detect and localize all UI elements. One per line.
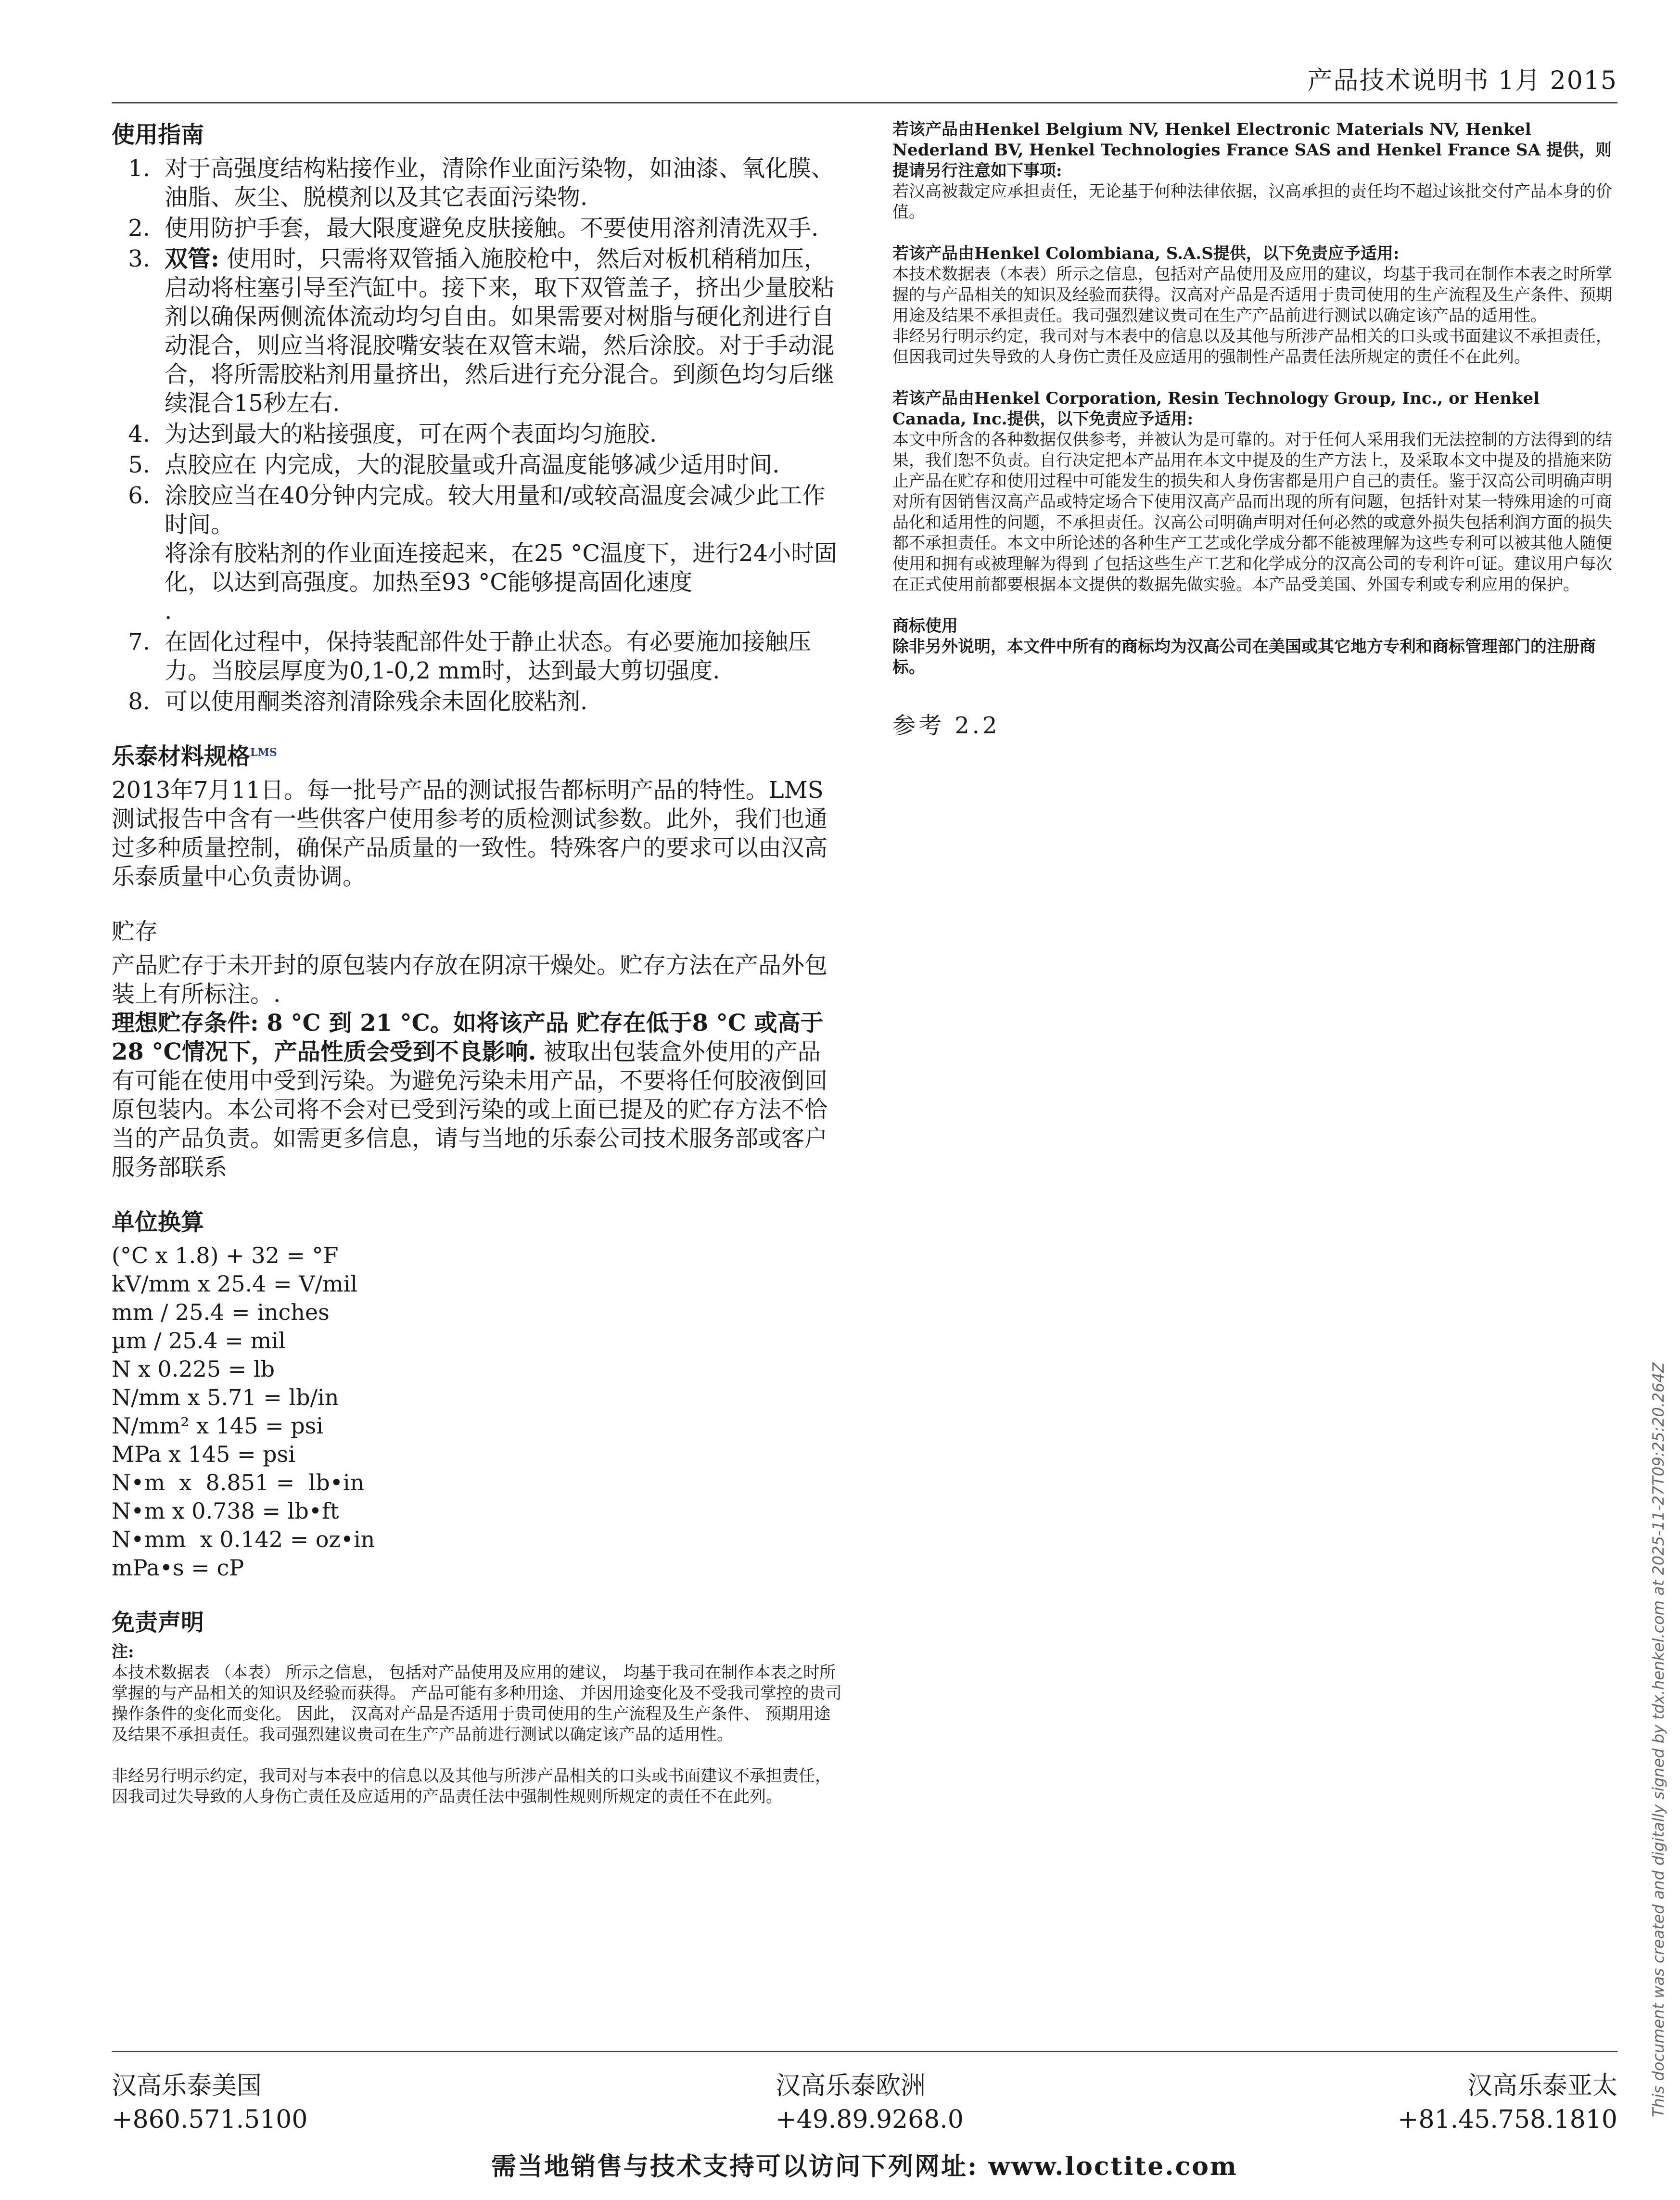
- digital-signature-note: This document was created and digitally signed by tdx.henkel.com at 2025-11-27T09:25:20.264Z: [1649, 1362, 1667, 2117]
- footer: [112, 2069, 1617, 2181]
- list-item: [112, 420, 843, 448]
- item-text: 使用时，只需将双管插入施胶枪中，然后对板机稍稍加压，启动将柱塞引导至汽缸中。接下来，取下双管盖子，挤出少量胶粘剂以确保两侧流体流动均匀自由。如果需要对树脂与硬化剂进行自动混合，则应当将混胶嘴安装在双管末端，然后涂胶。对于手动混合，将所需胶粘剂用量挤出，然后进行充分混合。到颜色均匀后继续混合15秒左右.: [165, 245, 835, 417]
- item-text: 对于高强度结构粘接作业，清除作业面污染物，如油漆、氧化膜、油脂、灰尘、脱模剂以及其它表面污染物.: [165, 155, 835, 211]
- trademark-text: 除非另外说明，本文件中所有的商标均为汉高公司在美国或其它地方专利和商标管理部门的注册商标。: [892, 637, 1596, 677]
- conversion-line: MPa x 145 = psi: [112, 1441, 295, 1467]
- footer-divider: [112, 2051, 1617, 2052]
- conversion-line: mm / 25.4 = inches: [112, 1299, 330, 1325]
- item-number: 7.: [128, 628, 150, 655]
- list-item: [112, 687, 843, 716]
- henkel-us-heading: 若该产品由Henkel Corporation, Resin Technology Group, Inc., or Henkel Canada, Inc.提供，以下免责应予适用:: [892, 389, 1540, 429]
- item-text: 在固化过程中，保持装配部件处于静止状态。有必要施加接触压力。当胶层厚度为0,1-0,2 mm时，达到最大剪切强度.: [165, 628, 812, 684]
- henkel-europe-text: 若汉高被裁定应承担责任，无论基于何种法律依据，汉高承担的责任均不超过该批交付产品本身的价值。: [892, 182, 1612, 222]
- storage-bold-text: 理想贮存条件: 8 °C 到 21 °C。如将该产品 贮存在低于8 °C 或高于28 °C情况下，产品性质会受到不良影响.: [112, 1010, 824, 1065]
- document-header: 产品技术说明书 1月 2015: [1307, 66, 1617, 95]
- list-item: [112, 244, 843, 418]
- conversion-line: N/mm² x 145 = psi: [112, 1413, 323, 1439]
- item-number: 8.: [128, 688, 150, 715]
- lms-text: 2013年7月11日。每一批号产品的测试报告都标明产品的特性。LMS测试报告中含有一些供客户使用参考的质检测试参数。此外，我们也通过多种质量控制，确保产品质量的一致性。特殊客户的要求可以由汉高乐泰质量中心负责协调。: [112, 777, 828, 890]
- conversion-line: kV/mm x 25.4 = V/mil: [112, 1271, 357, 1297]
- item-number: 1.: [128, 155, 150, 182]
- item-text: 涂胶应当在40分钟内完成。较大用量和/或较高温度会减少此工作时间。: [165, 482, 826, 538]
- list-item: [112, 627, 843, 685]
- disclaimer-paragraph: 非经另行明示约定，我司对与本表中的信息以及其他与所涉产品相关的口头或书面建议不承担责任，因我司过失导致的人身伤亡责任及应适用的产品责任法中强制性规则所规定的责任不在此列。: [112, 1766, 831, 1806]
- list-item: [112, 214, 843, 243]
- region-phone: +49.89.9268.0: [776, 2105, 964, 2134]
- conversion-line: N•m x 8.851 = lb•in: [112, 1470, 365, 1496]
- storage-conditions: [112, 1009, 843, 1182]
- trademark-heading: 商标使用: [892, 616, 958, 636]
- conversion-line: N x 0.225 = lb: [112, 1356, 275, 1382]
- lms-heading: [112, 737, 843, 772]
- list-item: [112, 154, 843, 212]
- lms-superscript: LMS: [250, 746, 277, 759]
- storage-heading: 贮存: [112, 918, 158, 945]
- region-europe: [776, 2069, 964, 2136]
- storage-text-continued: 被取出包装盒外使用的产品有可能在使用中受到污染。为避免污染未用产品，不要将任何胶液倒回原包装内。本公司将不会对已受到污染的或上面已提及的贮存方法不恰当的产品负责。如需更多信息，请与当地的乐泰公司技术服务部或客户服务部联系: [112, 1038, 828, 1181]
- item-number: 5.: [128, 451, 150, 478]
- list-item: [112, 481, 843, 626]
- region-americas: [112, 2069, 307, 2136]
- conversion-line: N•m x 0.738 = lb•ft: [112, 1498, 339, 1524]
- right-column: [892, 119, 1614, 740]
- item-text: 可以使用酮类溶剂清除残余未固化胶粘剂.: [165, 688, 588, 715]
- disclaimer-note-label: 注:: [112, 1642, 134, 1662]
- disclaimer-heading: 免责声明: [112, 1609, 204, 1636]
- conversion-line: (°C x 1.8) + 32 = °F: [112, 1242, 339, 1268]
- item-number: 2.: [128, 215, 150, 242]
- item-text: 为达到最大的粘接强度，可在两个表面均匀施胶.: [165, 421, 657, 448]
- henkel-us-text: 本文中所含的各种数据仅供参考，并被认为是可靠的。对于任何人采用我们无法控制的方法得到的结果，我们恕不负责。自行决定把本产品用在本文中提及的生产方法上，及采取本文中提及的措施来防止产品在贮存和使用过程中可能发生的损失和人身伤害都是用户自己的责任。鉴于汉高公司明确声明对所有因销售汉高产品或特定场合下使用汉高产品而出现的所有问题，包括针对某一特殊用途的可商品化和适用性的问题，不承担责任。汉高公司明确声明对任何必然的或意外损失包括利润方面的损失都不承担责任。本文中所论述的各种生产工艺或化学成分都不能被理解为这些专利可以被其他人随便使用和拥有或被理解为得到了包括这些生产工艺和化学成分的汉高公司的专利许可证。建议用户每次在正式使用前都要根据本文提供的数据先做实验。本产品受美国、外国专利或专利应用的保护。: [892, 430, 1612, 594]
- item-text: 点胶应在 内完成，大的混胶量或升高温度能够减少适用时间.: [165, 451, 780, 478]
- henkel-colombia-text: 本技术数据表（本表）所示之信息，包括对产品使用及应用的建议，均基于我司在制作本表之时所掌握的与产品相关的知识及经验而获得。汉高对产品是否适用于贵司使用的生产流程及生产条件、预期用途及结果不承担责任。我司强烈建议贵司在生产产品前进行测试以确定该产品的适用性。: [892, 265, 1612, 325]
- henkel-colombia-heading: 若该产品由Henkel Colombiana, S.A.S提供，以下免责应予适用:: [892, 244, 1400, 263]
- item-text-extra: 将涂有胶粘剂的作业面连接起来，在25 °C温度下，进行24小时固化，以达到高强度。加热至93 °C能够提高固化速度: [165, 540, 838, 596]
- henkel-colombia-text-2: 非经另行明示约定，我司对与本表中的信息以及其他与所涉产品相关的口头或书面建议不承担责任，但因我司过失导致的人身伤亡责任及应适用的强制性产品责任法所规定的责任不在此列。: [892, 327, 1612, 367]
- item-text: 使用防护手套，最大限度避免皮肤接触。不要使用溶剂清洗双手.: [165, 215, 819, 242]
- region-asia: [1398, 2069, 1617, 2136]
- header-divider: [112, 102, 1617, 103]
- region-name: 汉高乐泰欧洲: [776, 2072, 926, 2100]
- list-item: [112, 450, 843, 479]
- conversion-line: mPa•s = cP: [112, 1555, 244, 1581]
- region-name: 汉高乐泰亚太: [1467, 2072, 1617, 2100]
- region-phone: +81.45.758.1810: [1397, 2105, 1617, 2134]
- region-name: 汉高乐泰美国: [112, 2072, 262, 2100]
- lms-heading-text: 乐泰材料规格: [112, 743, 251, 770]
- item-text-extra-2: .: [165, 598, 172, 625]
- item-number: 6.: [128, 482, 150, 509]
- item-number: 4.: [128, 421, 150, 448]
- conversion-line: µm / 25.4 = mil: [112, 1328, 286, 1354]
- usage-heading: 使用指南: [112, 121, 204, 148]
- usage-list: [112, 154, 843, 716]
- region-phone: +860.571.5100: [112, 2105, 308, 2134]
- storage-text: 产品贮存于未开封的原包装内存放在阴凉干燥处。贮存方法在产品外包装上有所标注。.: [112, 952, 828, 1008]
- henkel-europe-heading: 若该产品由Henkel Belgium NV, Henkel Electronic Materials NV, Henkel Nederland BV, Henkel Technologies France SAS and Henkel France SA 提供，则提请另行注意如下事项:: [892, 120, 1612, 180]
- conversion-line: N/mm x 5.71 = lb/in: [112, 1384, 339, 1410]
- item-bold-label: 双管:: [165, 245, 219, 272]
- item-number: 3.: [128, 245, 150, 272]
- conversion-line: N•mm x 0.142 = oz•in: [112, 1526, 375, 1552]
- disclaimer-paragraph: 本技术数据表 （本表） 所示之信息， 包括对产品使用及应用的建议， 均基于我司在制作本表之时所掌握的与产品相关的知识及经验而获得。 产品可能有多种用途、 并因用途变化及不受我司掌控的贵司操作条件的变化而变化。 因此， 汉高对产品是否适用于贵司使用的生产流程及生产条件、 预期用途及结果不承担责任。我司强烈建议贵司在生产产品前进行测试以确定该产品的适用性。: [112, 1663, 842, 1744]
- conversion-heading: 单位换算: [112, 1209, 204, 1236]
- support-link[interactable]: 需当地销售与技术支持可以访问下列网址: www.loctite.com: [491, 2152, 1238, 2181]
- conversion-list: [112, 1241, 843, 1582]
- left-column: [112, 119, 843, 1807]
- reference-number: 参考 2.2: [892, 712, 1000, 739]
- item-text-wrapper: [165, 244, 843, 418]
- item-text-wrapper: [165, 481, 843, 626]
